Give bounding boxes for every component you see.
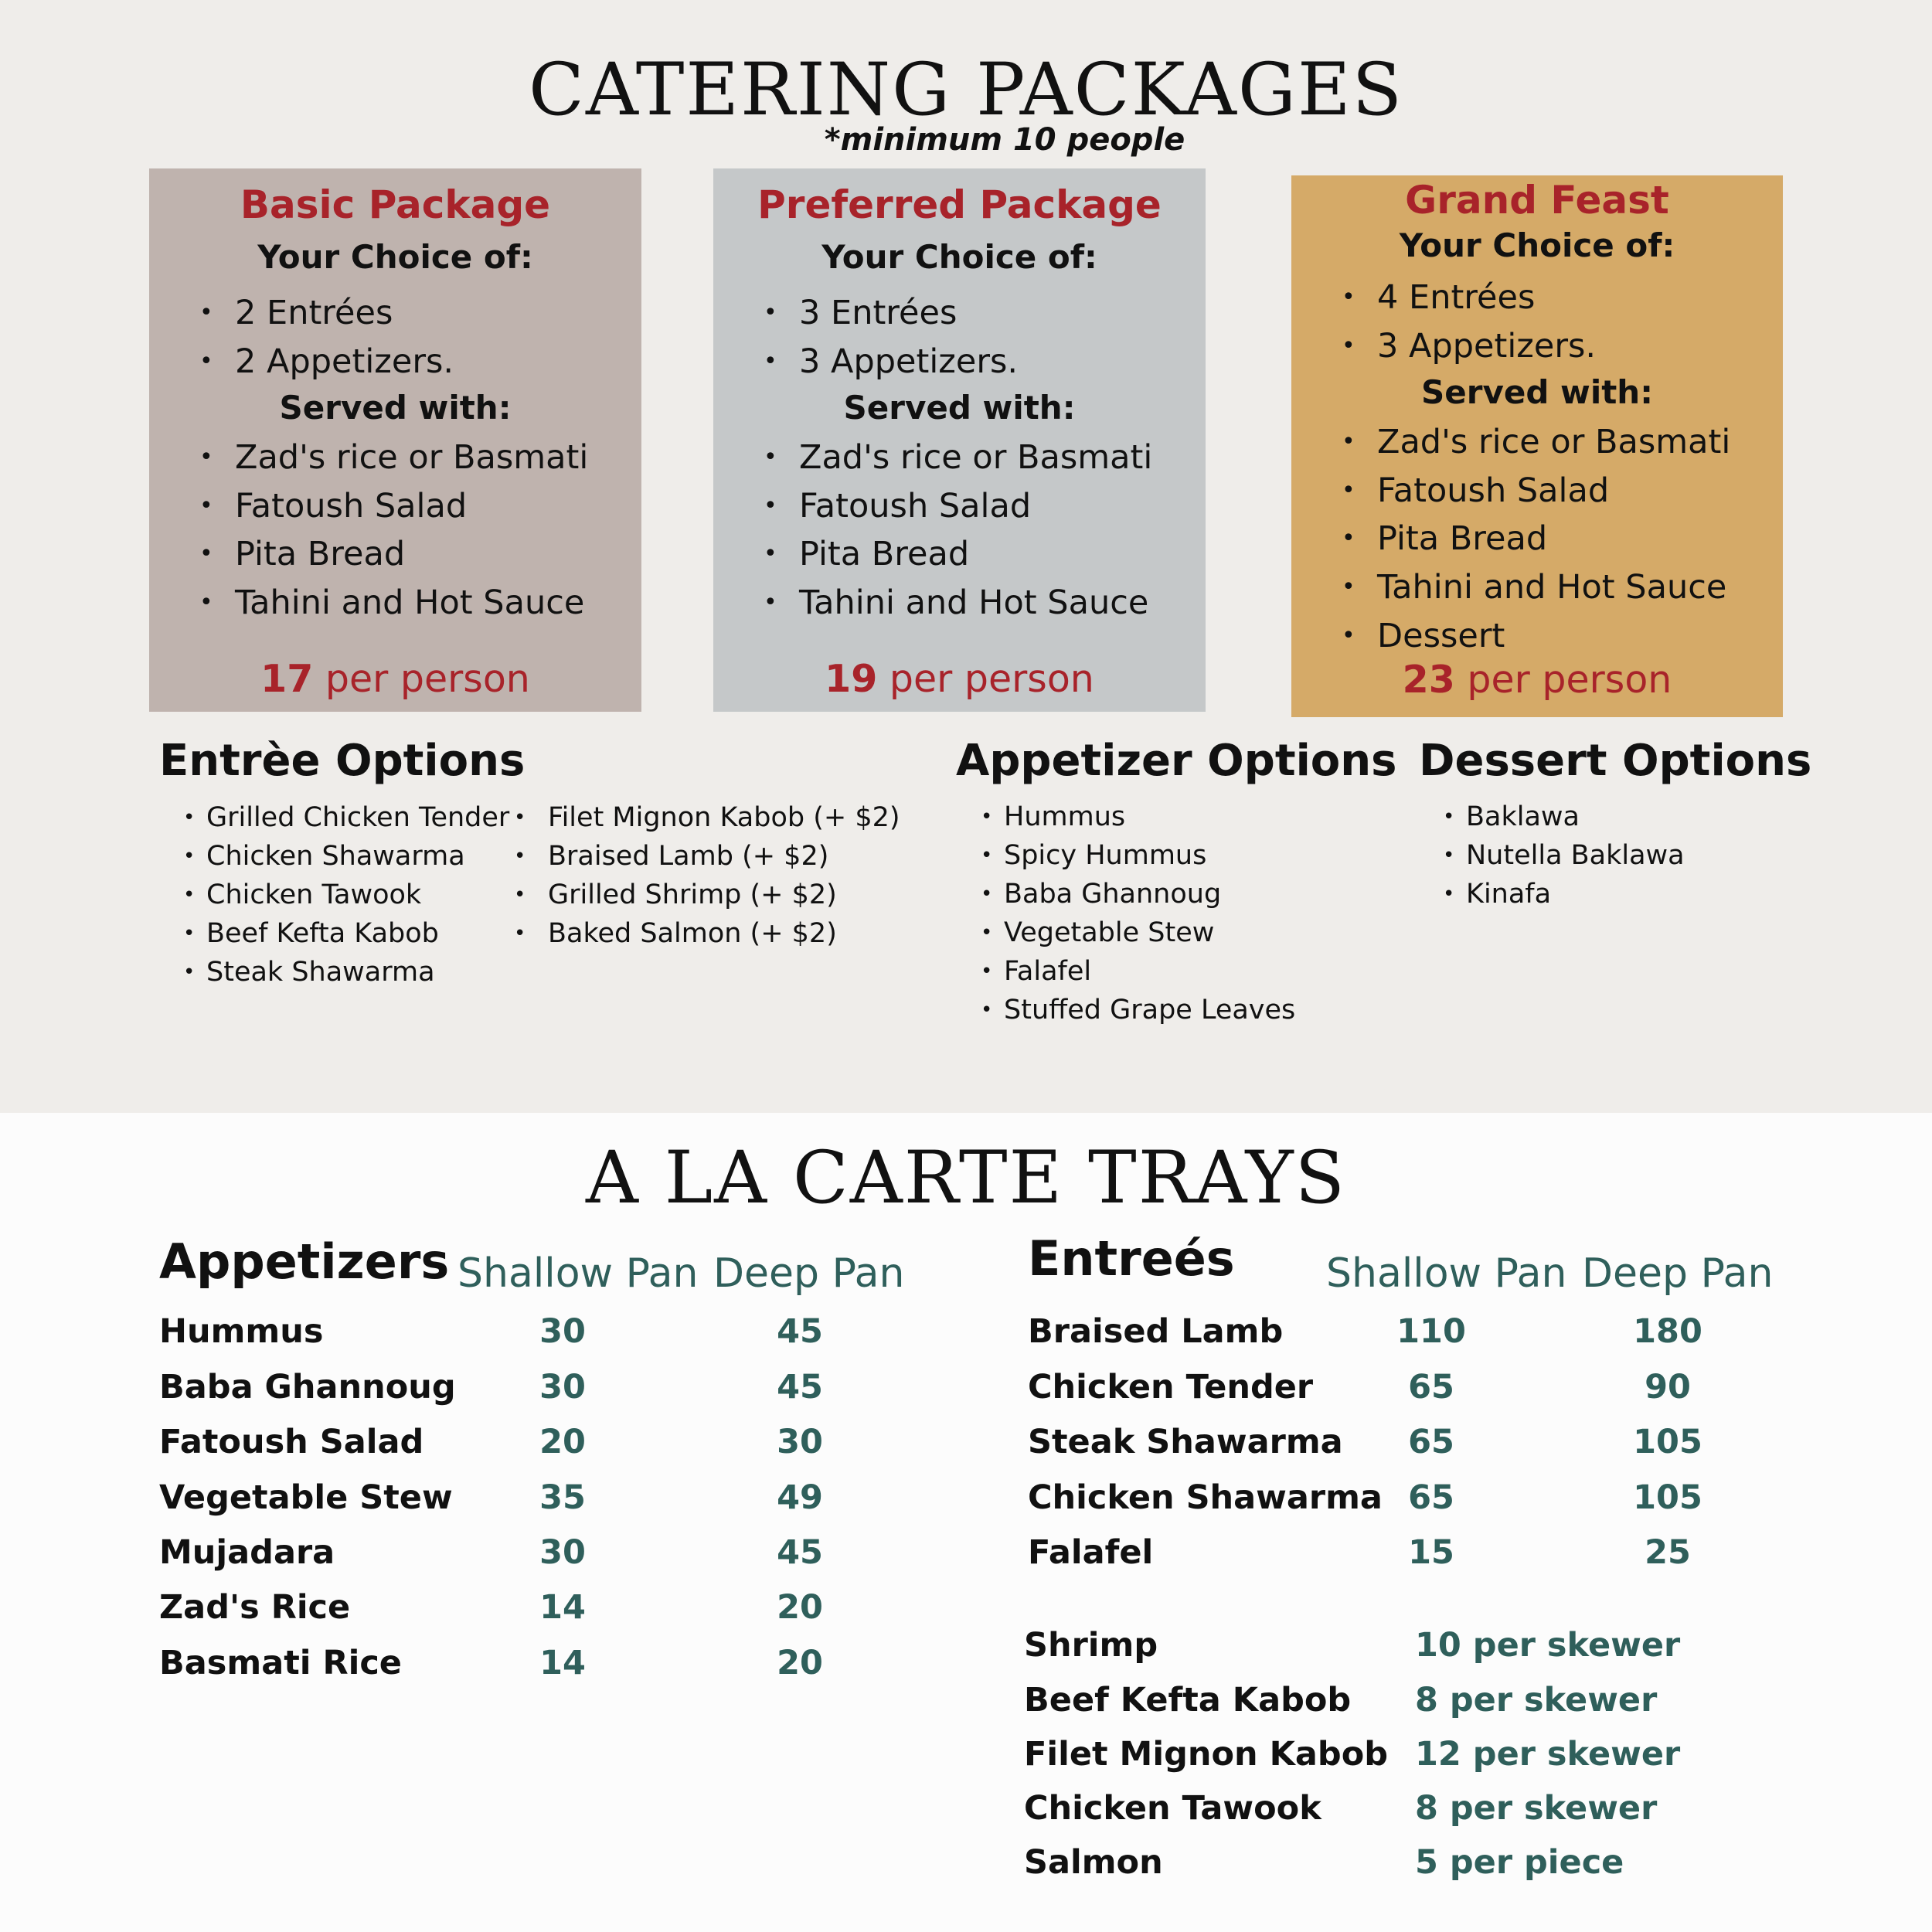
package-preferred	[713, 168, 1206, 712]
deep-price: 180	[1633, 1312, 1702, 1351]
price-suffix: per person	[1467, 658, 1672, 702]
choice-label: Your Choice of:	[821, 238, 1097, 276]
entree-options-heading: Entrèe Options	[159, 736, 526, 786]
served-label: Served with:	[843, 389, 1076, 427]
list-item: • Falafel	[981, 952, 1295, 991]
table-row-name: Falafel	[1028, 1533, 1154, 1572]
list-item: • Grilled Chicken Tender	[183, 798, 509, 837]
dessert-options-list	[1443, 798, 1685, 913]
list-item: • Beef Kefta Kabob	[183, 914, 509, 953]
entrees-shallow-header: Shallow Pan	[1326, 1250, 1567, 1297]
skewer-item-name: Shrimp	[1024, 1626, 1158, 1665]
skewer-item-name: Beef Kefta Kabob	[1024, 1681, 1352, 1719]
minimum-note: *minimum 10 people	[824, 122, 1185, 158]
skewer-price: 12 per skewer	[1415, 1735, 1681, 1774]
package-basic	[149, 168, 641, 712]
table-row-name: Zad's Rice	[159, 1588, 351, 1627]
served-list	[199, 434, 588, 628]
list-item: • Fatoush Salad	[764, 482, 1152, 531]
list-item: • 2 Entrées	[199, 289, 454, 338]
choice-list	[1342, 274, 1596, 370]
list-item: • Vegetable Stew	[981, 913, 1295, 952]
choice-list	[764, 289, 1018, 386]
list-item: • 3 Appetizers.	[764, 338, 1018, 386]
list-item: • Tahini and Hot Sauce	[1342, 563, 1730, 612]
list-item: • Tahini and Hot Sauce	[764, 579, 1152, 628]
list-item: • Pita Bread	[199, 530, 588, 579]
deep-price: 49	[777, 1478, 823, 1517]
table-row-name: Basmati Rice	[159, 1644, 402, 1682]
entree-options-list-2	[514, 798, 900, 953]
shallow-price: 65	[1408, 1368, 1454, 1406]
package-name: Preferred Package	[757, 182, 1162, 227]
shallow-price: 65	[1408, 1478, 1454, 1517]
list-item: • Fatoush Salad	[1342, 467, 1730, 515]
package-name: Grand Feast	[1405, 178, 1669, 223]
list-item: • Chicken Shawarma	[183, 837, 509, 876]
list-item: • 3 Entrées	[764, 289, 1018, 338]
shallow-price: 14	[539, 1588, 586, 1627]
served-list	[764, 434, 1152, 628]
list-item: • Filet Mignon Kabob (+ $2)	[514, 798, 900, 837]
skewer-price: 10 per skewer	[1415, 1626, 1681, 1665]
skewer-item-name: Salmon	[1024, 1843, 1163, 1882]
list-item: • Zad's rice or Basmati	[764, 434, 1152, 482]
package-name: Basic Package	[240, 182, 551, 227]
list-item: • Stuffed Grape Leaves	[981, 991, 1295, 1029]
appetizers-heading: Appetizers	[159, 1233, 450, 1290]
shallow-price: 35	[539, 1478, 586, 1517]
torn-paper-edge	[0, 1028, 1932, 1136]
package-price	[149, 657, 641, 701]
deep-price: 20	[777, 1588, 823, 1627]
list-item: • Spicy Hummus	[981, 836, 1295, 875]
list-item: • 3 Appetizers.	[1342, 322, 1596, 371]
list-item: • Pita Bread	[1342, 515, 1730, 563]
shallow-price: 30	[539, 1368, 586, 1406]
deep-price: 45	[777, 1368, 823, 1406]
choice-label: Your Choice of:	[1399, 226, 1675, 264]
list-item: • 2 Appetizers.	[199, 338, 454, 386]
list-item: • Steak Shawarma	[183, 953, 509, 992]
entree-options-list-1	[183, 798, 509, 992]
appetizers-shallow-header: Shallow Pan	[457, 1250, 699, 1297]
deep-price: 105	[1633, 1423, 1702, 1461]
skewer-price: 8 per skewer	[1415, 1789, 1658, 1828]
deep-price: 105	[1633, 1478, 1702, 1517]
appetizer-options-heading: Appetizer Options	[956, 736, 1397, 786]
choice-list	[199, 289, 454, 386]
dessert-options-heading: Dessert Options	[1419, 736, 1812, 786]
table-row-name: Hummus	[159, 1312, 324, 1351]
deep-price: 30	[777, 1423, 823, 1461]
shallow-price: 20	[539, 1423, 586, 1461]
package-price	[713, 657, 1206, 701]
appetizers-deep-header: Deep Pan	[713, 1250, 905, 1297]
shallow-price: 14	[539, 1644, 586, 1682]
list-item: • Dessert	[1342, 612, 1730, 661]
alacarte-title: A LA CARTE TRAYS	[585, 1136, 1347, 1220]
price-suffix: per person	[325, 657, 530, 701]
package-grand-feast	[1291, 175, 1783, 717]
appetizer-options-list	[981, 798, 1295, 1029]
list-item: • Grilled Shrimp (+ $2)	[514, 876, 900, 914]
shallow-price: 30	[539, 1533, 586, 1572]
entrees-deep-header: Deep Pan	[1582, 1250, 1774, 1297]
list-item: • Fatoush Salad	[199, 482, 588, 531]
price-value: 23	[1402, 658, 1455, 702]
list-item: • Baklawa	[1443, 798, 1685, 836]
list-item: • Chicken Tawook	[183, 876, 509, 914]
deep-price: 45	[777, 1533, 823, 1572]
list-item: • Pita Bread	[764, 530, 1152, 579]
table-row-name: Chicken Tender	[1028, 1368, 1314, 1406]
deep-price: 45	[777, 1312, 823, 1351]
table-row-name: Fatoush Salad	[159, 1423, 424, 1461]
served-label: Served with:	[279, 389, 512, 427]
skewer-price: 8 per skewer	[1415, 1681, 1658, 1719]
table-row-name: Braised Lamb	[1028, 1312, 1284, 1351]
list-item: • Tahini and Hot Sauce	[199, 579, 588, 628]
skewer-item-name: Chicken Tawook	[1024, 1789, 1321, 1828]
table-row-name: Mujadara	[159, 1533, 335, 1572]
served-label: Served with:	[1421, 373, 1653, 411]
price-value: 17	[260, 657, 314, 701]
list-item: • Braised Lamb (+ $2)	[514, 837, 900, 876]
list-item: • Hummus	[981, 798, 1295, 836]
shallow-price: 65	[1408, 1423, 1454, 1461]
skewer-item-name: Filet Mignon Kabob	[1024, 1735, 1389, 1774]
deep-price: 25	[1645, 1533, 1691, 1572]
list-item: • Kinafa	[1443, 875, 1685, 913]
deep-price: 20	[777, 1644, 823, 1682]
entrees-heading: Entreés	[1028, 1230, 1235, 1287]
table-row-name: Steak Shawarma	[1028, 1423, 1343, 1461]
price-value: 19	[825, 657, 878, 701]
list-item: • Baba Ghannoug	[981, 875, 1295, 913]
shallow-price: 110	[1396, 1312, 1466, 1351]
table-row-name: Baba Ghannoug	[159, 1368, 456, 1406]
price-suffix: per person	[889, 657, 1094, 701]
choice-label: Your Choice of:	[257, 238, 533, 276]
package-price	[1291, 658, 1783, 702]
list-item: • Zad's rice or Basmati	[199, 434, 588, 482]
list-item: • Baked Salmon (+ $2)	[514, 914, 900, 953]
list-item: • Nutella Baklawa	[1443, 836, 1685, 875]
skewer-price: 5 per piece	[1415, 1843, 1624, 1882]
shallow-price: 30	[539, 1312, 586, 1351]
list-item: • 4 Entrées	[1342, 274, 1596, 322]
deep-price: 90	[1645, 1368, 1691, 1406]
table-row-name: Vegetable Stew	[159, 1478, 453, 1517]
catering-title: CATERING PACKAGES	[529, 48, 1403, 132]
table-row-name: Chicken Shawarma	[1028, 1478, 1383, 1517]
list-item: • Zad's rice or Basmati	[1342, 418, 1730, 467]
served-list	[1342, 418, 1730, 660]
shallow-price: 15	[1408, 1533, 1454, 1572]
